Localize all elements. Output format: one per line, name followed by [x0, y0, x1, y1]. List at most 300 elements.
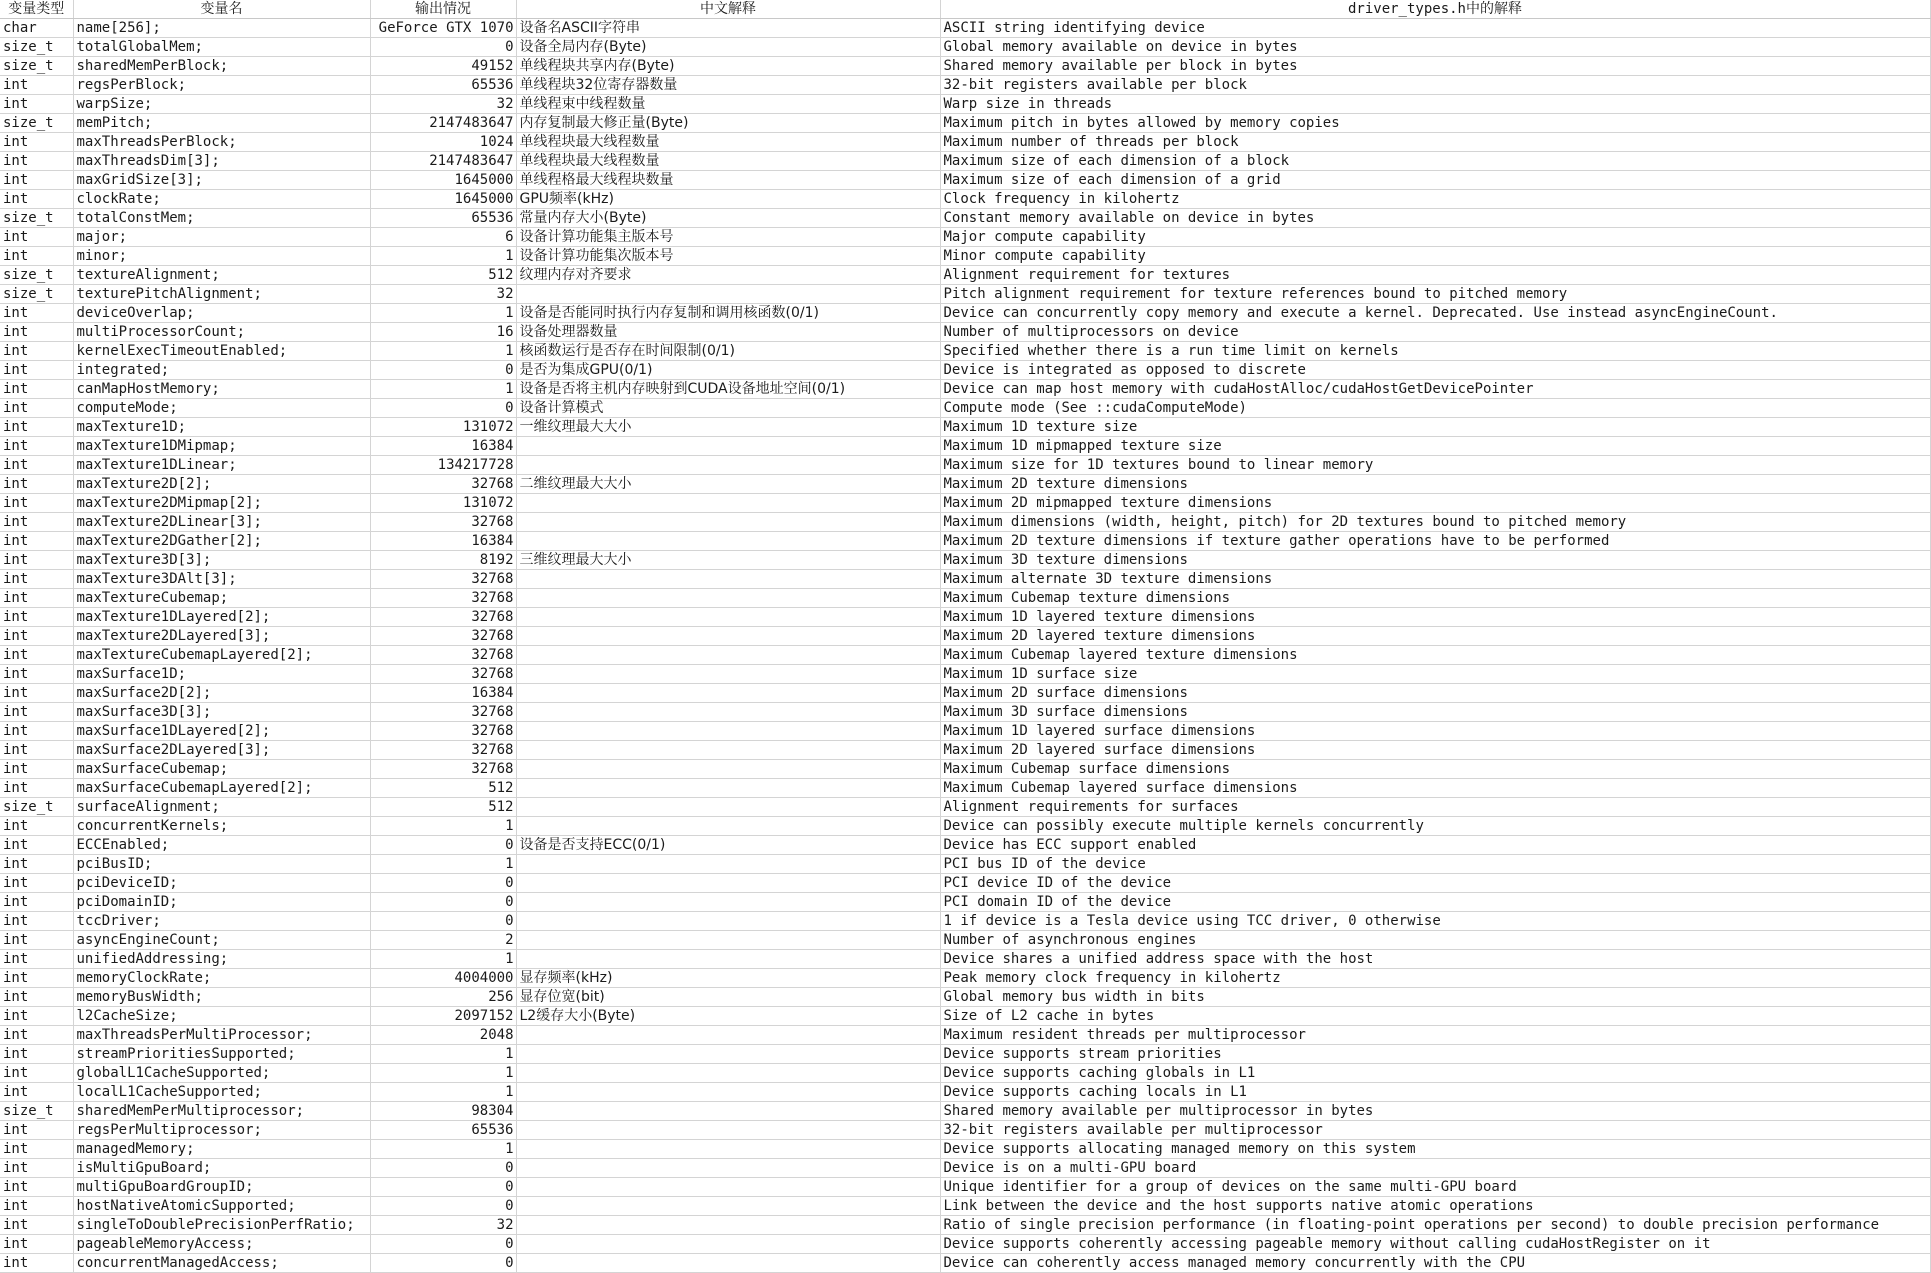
- cell-chinese[interactable]: [516, 513, 940, 532]
- cell-driver[interactable]: Clock frequency in kilohertz: [940, 190, 1930, 209]
- cell-output[interactable]: 32768: [370, 513, 516, 532]
- cell-name[interactable]: maxThreadsPerMultiProcessor;: [73, 1026, 370, 1045]
- cell-name[interactable]: maxTexture2DLinear[3];: [73, 513, 370, 532]
- cell-driver[interactable]: Maximum 2D texture dimensions: [940, 475, 1930, 494]
- cell-type[interactable]: int: [0, 1007, 73, 1026]
- cell-chinese[interactable]: 单线程格最大线程块数量: [516, 171, 940, 190]
- cell-name[interactable]: managedMemory;: [73, 1140, 370, 1159]
- cell-type[interactable]: int: [0, 456, 73, 475]
- cell-chinese[interactable]: 是否为集成GPU(0/1): [516, 361, 940, 380]
- cell-name[interactable]: maxTexture1DLinear;: [73, 456, 370, 475]
- cell-type[interactable]: char: [0, 19, 73, 38]
- cell-driver[interactable]: Maximum pitch in bytes allowed by memory copies: [940, 114, 1930, 133]
- cell-chinese[interactable]: [516, 1254, 940, 1273]
- cell-driver[interactable]: PCI domain ID of the device: [940, 893, 1930, 912]
- cell-type[interactable]: int: [0, 361, 73, 380]
- cell-output[interactable]: 32768: [370, 722, 516, 741]
- cell-driver[interactable]: Device is integrated as opposed to discrete: [940, 361, 1930, 380]
- cell-type[interactable]: int: [0, 1140, 73, 1159]
- cell-name[interactable]: maxTexture1DLayered[2];: [73, 608, 370, 627]
- cell-driver[interactable]: Device supports allocating managed memory on this system: [940, 1140, 1930, 1159]
- cell-output[interactable]: 6: [370, 228, 516, 247]
- cell-output[interactable]: 131072: [370, 494, 516, 513]
- cell-output[interactable]: 512: [370, 266, 516, 285]
- cell-driver[interactable]: Maximum 2D layered surface dimensions: [940, 741, 1930, 760]
- cell-chinese[interactable]: 显存位宽(bit): [516, 988, 940, 1007]
- cell-chinese[interactable]: 单线程块最大线程数量: [516, 152, 940, 171]
- cell-output[interactable]: 32768: [370, 665, 516, 684]
- cell-chinese[interactable]: 三维纹理最大大小: [516, 551, 940, 570]
- cell-type[interactable]: int: [0, 475, 73, 494]
- cell-chinese[interactable]: [516, 1216, 940, 1235]
- cell-type[interactable]: int: [0, 950, 73, 969]
- cell-chinese[interactable]: [516, 532, 940, 551]
- cell-output[interactable]: 16384: [370, 684, 516, 703]
- cell-chinese[interactable]: 设备名ASCII字符串: [516, 19, 940, 38]
- cell-driver[interactable]: Maximum size of each dimension of a grid: [940, 171, 1930, 190]
- cell-driver[interactable]: ASCII string identifying device: [940, 19, 1930, 38]
- cell-name[interactable]: maxTexture1DMipmap;: [73, 437, 370, 456]
- cell-chinese[interactable]: [516, 874, 940, 893]
- cell-name[interactable]: computeMode;: [73, 399, 370, 418]
- cell-chinese[interactable]: 设备计算模式: [516, 399, 940, 418]
- cell-name[interactable]: surfaceAlignment;: [73, 798, 370, 817]
- cell-chinese[interactable]: 单线程块最大线程数量: [516, 133, 940, 152]
- cell-driver[interactable]: Maximum Cubemap layered surface dimensions: [940, 779, 1930, 798]
- cell-type[interactable]: int: [0, 1235, 73, 1254]
- cell-output[interactable]: 49152: [370, 57, 516, 76]
- cell-type[interactable]: int: [0, 608, 73, 627]
- cell-name[interactable]: textureAlignment;: [73, 266, 370, 285]
- cell-driver[interactable]: Number of multiprocessors on device: [940, 323, 1930, 342]
- cell-type[interactable]: size_t: [0, 1102, 73, 1121]
- cell-chinese[interactable]: [516, 285, 940, 304]
- cell-output[interactable]: 8192: [370, 551, 516, 570]
- cell-driver[interactable]: Pitch alignment requirement for texture references bound to pitched memory: [940, 285, 1930, 304]
- cell-name[interactable]: major;: [73, 228, 370, 247]
- cell-output[interactable]: 32768: [370, 570, 516, 589]
- cell-name[interactable]: maxSurfaceCubemap;: [73, 760, 370, 779]
- cell-driver[interactable]: Link between the device and the host supports native atomic operations: [940, 1197, 1930, 1216]
- cell-name[interactable]: memoryClockRate;: [73, 969, 370, 988]
- cell-name[interactable]: maxTexture3D[3];: [73, 551, 370, 570]
- cell-chinese[interactable]: 单线程块共享内存(Byte): [516, 57, 940, 76]
- cell-type[interactable]: int: [0, 513, 73, 532]
- cell-driver[interactable]: Device shares a unified address space with the host: [940, 950, 1930, 969]
- cell-name[interactable]: concurrentKernels;: [73, 817, 370, 836]
- cell-name[interactable]: tccDriver;: [73, 912, 370, 931]
- cell-output[interactable]: 32768: [370, 703, 516, 722]
- cell-name[interactable]: unifiedAddressing;: [73, 950, 370, 969]
- cell-chinese[interactable]: [516, 589, 940, 608]
- cell-type[interactable]: int: [0, 969, 73, 988]
- cell-driver[interactable]: Maximum number of threads per block: [940, 133, 1930, 152]
- cell-output[interactable]: 0: [370, 1178, 516, 1197]
- header-driver[interactable]: driver_types.h中的解释: [940, 0, 1930, 19]
- cell-output[interactable]: 32768: [370, 627, 516, 646]
- cell-chinese[interactable]: 设备全局内存(Byte): [516, 38, 940, 57]
- cell-output[interactable]: 2147483647: [370, 152, 516, 171]
- cell-type[interactable]: int: [0, 817, 73, 836]
- cell-output[interactable]: 0: [370, 836, 516, 855]
- cell-type[interactable]: int: [0, 1178, 73, 1197]
- cell-type[interactable]: int: [0, 912, 73, 931]
- cell-name[interactable]: maxTextureCubemap;: [73, 589, 370, 608]
- cell-type[interactable]: size_t: [0, 57, 73, 76]
- cell-name[interactable]: maxTexture3DAlt[3];: [73, 570, 370, 589]
- cell-type[interactable]: int: [0, 874, 73, 893]
- cell-driver[interactable]: Maximum 3D surface dimensions: [940, 703, 1930, 722]
- cell-name[interactable]: pciDeviceID;: [73, 874, 370, 893]
- cell-output[interactable]: 1: [370, 304, 516, 323]
- cell-type[interactable]: int: [0, 855, 73, 874]
- cell-name[interactable]: integrated;: [73, 361, 370, 380]
- cell-output[interactable]: 0: [370, 1159, 516, 1178]
- cell-driver[interactable]: Maximum Cubemap texture dimensions: [940, 589, 1930, 608]
- cell-name[interactable]: kernelExecTimeoutEnabled;: [73, 342, 370, 361]
- cell-chinese[interactable]: 设备处理器数量: [516, 323, 940, 342]
- cell-type[interactable]: int: [0, 836, 73, 855]
- cell-output[interactable]: 0: [370, 912, 516, 931]
- cell-driver[interactable]: 32-bit registers available per multiprocessor: [940, 1121, 1930, 1140]
- cell-driver[interactable]: Maximum size for 1D textures bound to linear memory: [940, 456, 1930, 475]
- cell-chinese[interactable]: [516, 703, 940, 722]
- cell-driver[interactable]: Device has ECC support enabled: [940, 836, 1930, 855]
- cell-output[interactable]: 0: [370, 1197, 516, 1216]
- cell-type[interactable]: int: [0, 551, 73, 570]
- cell-name[interactable]: l2CacheSize;: [73, 1007, 370, 1026]
- cell-chinese[interactable]: 内存复制最大修正量(Byte): [516, 114, 940, 133]
- cell-name[interactable]: name[256];: [73, 19, 370, 38]
- cell-driver[interactable]: Device supports caching globals in L1: [940, 1064, 1930, 1083]
- cell-type[interactable]: int: [0, 1083, 73, 1102]
- cell-output[interactable]: 98304: [370, 1102, 516, 1121]
- cell-type[interactable]: int: [0, 1159, 73, 1178]
- cell-driver[interactable]: 32-bit registers available per block: [940, 76, 1930, 95]
- cell-driver[interactable]: Device supports caching locals in L1: [940, 1083, 1930, 1102]
- cell-chinese[interactable]: [516, 437, 940, 456]
- cell-type[interactable]: int: [0, 722, 73, 741]
- cell-output[interactable]: 0: [370, 361, 516, 380]
- cell-chinese[interactable]: [516, 1083, 940, 1102]
- cell-output[interactable]: 32: [370, 1216, 516, 1235]
- cell-driver[interactable]: Global memory bus width in bits: [940, 988, 1930, 1007]
- cell-chinese[interactable]: 设备是否能同时执行内存复制和调用核函数(0/1): [516, 304, 940, 323]
- cell-chinese[interactable]: [516, 931, 940, 950]
- cell-driver[interactable]: Maximum 2D mipmapped texture dimensions: [940, 494, 1930, 513]
- cell-type[interactable]: size_t: [0, 266, 73, 285]
- cell-output[interactable]: 1645000: [370, 171, 516, 190]
- cell-driver[interactable]: Specified whether there is a run time limit on kernels: [940, 342, 1930, 361]
- cell-output[interactable]: 0: [370, 874, 516, 893]
- cell-chinese[interactable]: [516, 1178, 940, 1197]
- cell-chinese[interactable]: [516, 893, 940, 912]
- cell-output[interactable]: 16: [370, 323, 516, 342]
- cell-name[interactable]: totalConstMem;: [73, 209, 370, 228]
- header-output[interactable]: 输出情况: [370, 0, 516, 19]
- cell-name[interactable]: isMultiGpuBoard;: [73, 1159, 370, 1178]
- cell-output[interactable]: 32768: [370, 646, 516, 665]
- cell-chinese[interactable]: [516, 665, 940, 684]
- cell-driver[interactable]: Unique identifier for a group of devices on the same multi-GPU board: [940, 1178, 1930, 1197]
- cell-output[interactable]: 131072: [370, 418, 516, 437]
- cell-driver[interactable]: PCI device ID of the device: [940, 874, 1930, 893]
- cell-name[interactable]: sharedMemPerMultiprocessor;: [73, 1102, 370, 1121]
- cell-type[interactable]: int: [0, 1197, 73, 1216]
- cell-chinese[interactable]: [516, 684, 940, 703]
- cell-name[interactable]: maxThreadsDim[3];: [73, 152, 370, 171]
- cell-driver[interactable]: Maximum 2D texture dimensions if texture gather operations have to be performed: [940, 532, 1930, 551]
- cell-output[interactable]: 32768: [370, 760, 516, 779]
- cell-chinese[interactable]: 设备计算功能集主版本号: [516, 228, 940, 247]
- cell-chinese[interactable]: [516, 608, 940, 627]
- cell-chinese[interactable]: [516, 494, 940, 513]
- cell-chinese[interactable]: [516, 1235, 940, 1254]
- cell-driver[interactable]: Maximum Cubemap layered texture dimensions: [940, 646, 1930, 665]
- cell-output[interactable]: 1: [370, 380, 516, 399]
- cell-type[interactable]: size_t: [0, 114, 73, 133]
- cell-chinese[interactable]: [516, 1197, 940, 1216]
- cell-type[interactable]: int: [0, 646, 73, 665]
- cell-type[interactable]: int: [0, 570, 73, 589]
- cell-name[interactable]: singleToDoublePrecisionPerfRatio;: [73, 1216, 370, 1235]
- cell-chinese[interactable]: 显存频率(kHz): [516, 969, 940, 988]
- cell-driver[interactable]: Maximum 1D texture size: [940, 418, 1930, 437]
- cell-output[interactable]: 32768: [370, 475, 516, 494]
- cell-type[interactable]: int: [0, 1064, 73, 1083]
- cell-type[interactable]: int: [0, 95, 73, 114]
- cell-name[interactable]: maxSurfaceCubemapLayered[2];: [73, 779, 370, 798]
- cell-type[interactable]: int: [0, 76, 73, 95]
- cell-name[interactable]: globalL1CacheSupported;: [73, 1064, 370, 1083]
- cell-output[interactable]: 1645000: [370, 190, 516, 209]
- cell-type[interactable]: int: [0, 494, 73, 513]
- cell-type[interactable]: int: [0, 1045, 73, 1064]
- header-name[interactable]: 变量名: [73, 0, 370, 19]
- cell-driver[interactable]: Maximum 2D surface dimensions: [940, 684, 1930, 703]
- cell-driver[interactable]: Minor compute capability: [940, 247, 1930, 266]
- cell-name[interactable]: memoryBusWidth;: [73, 988, 370, 1007]
- cell-chinese[interactable]: GPU频率(kHz): [516, 190, 940, 209]
- cell-driver[interactable]: Maximum dimensions (width, height, pitch) for 2D textures bound to pitched memory: [940, 513, 1930, 532]
- cell-chinese[interactable]: [516, 1064, 940, 1083]
- cell-output[interactable]: GeForce GTX 1070: [370, 19, 516, 38]
- cell-type[interactable]: int: [0, 893, 73, 912]
- cell-output[interactable]: 1: [370, 1045, 516, 1064]
- cell-chinese[interactable]: 纹理内存对齐要求: [516, 266, 940, 285]
- cell-output[interactable]: 16384: [370, 437, 516, 456]
- cell-type[interactable]: int: [0, 323, 73, 342]
- header-type[interactable]: 变量类型: [0, 0, 73, 19]
- cell-output[interactable]: 32768: [370, 608, 516, 627]
- cell-output[interactable]: 0: [370, 399, 516, 418]
- cell-name[interactable]: deviceOverlap;: [73, 304, 370, 323]
- cell-driver[interactable]: Maximum alternate 3D texture dimensions: [940, 570, 1930, 589]
- cell-output[interactable]: 65536: [370, 76, 516, 95]
- cell-name[interactable]: pciBusID;: [73, 855, 370, 874]
- cell-output[interactable]: 1: [370, 1064, 516, 1083]
- cell-type[interactable]: int: [0, 304, 73, 323]
- cell-driver[interactable]: Device can coherently access managed memory concurrently with the CPU: [940, 1254, 1930, 1273]
- cell-driver[interactable]: Maximum Cubemap surface dimensions: [940, 760, 1930, 779]
- cell-type[interactable]: int: [0, 779, 73, 798]
- cell-type[interactable]: size_t: [0, 798, 73, 817]
- cell-output[interactable]: 16384: [370, 532, 516, 551]
- cell-name[interactable]: memPitch;: [73, 114, 370, 133]
- cell-chinese[interactable]: [516, 722, 940, 741]
- cell-driver[interactable]: Alignment requirement for textures: [940, 266, 1930, 285]
- cell-chinese[interactable]: 单线程块32位寄存器数量: [516, 76, 940, 95]
- cell-driver[interactable]: Maximum size of each dimension of a block: [940, 152, 1930, 171]
- cell-chinese[interactable]: 设备计算功能集次版本号: [516, 247, 940, 266]
- cell-type[interactable]: int: [0, 665, 73, 684]
- cell-driver[interactable]: Maximum 3D texture dimensions: [940, 551, 1930, 570]
- cell-output[interactable]: 256: [370, 988, 516, 1007]
- cell-driver[interactable]: Device supports stream priorities: [940, 1045, 1930, 1064]
- cell-name[interactable]: clockRate;: [73, 190, 370, 209]
- cell-name[interactable]: totalGlobalMem;: [73, 38, 370, 57]
- cell-name[interactable]: texturePitchAlignment;: [73, 285, 370, 304]
- cell-driver[interactable]: Maximum 1D mipmapped texture size: [940, 437, 1930, 456]
- cell-type[interactable]: int: [0, 741, 73, 760]
- cell-output[interactable]: 512: [370, 798, 516, 817]
- cell-driver[interactable]: Number of asynchronous engines: [940, 931, 1930, 950]
- cell-name[interactable]: maxSurface1D;: [73, 665, 370, 684]
- cell-chinese[interactable]: [516, 1140, 940, 1159]
- cell-output[interactable]: 32: [370, 285, 516, 304]
- cell-type[interactable]: int: [0, 532, 73, 551]
- cell-driver[interactable]: Constant memory available on device in bytes: [940, 209, 1930, 228]
- cell-output[interactable]: 2: [370, 931, 516, 950]
- cell-name[interactable]: asyncEngineCount;: [73, 931, 370, 950]
- cell-output[interactable]: 512: [370, 779, 516, 798]
- cell-chinese[interactable]: [516, 779, 940, 798]
- cell-name[interactable]: maxSurface3D[3];: [73, 703, 370, 722]
- cell-driver[interactable]: Device can possibly execute multiple kernels concurrently: [940, 817, 1930, 836]
- cell-chinese[interactable]: [516, 798, 940, 817]
- cell-name[interactable]: maxThreadsPerBlock;: [73, 133, 370, 152]
- cell-name[interactable]: maxTexture1D;: [73, 418, 370, 437]
- cell-output[interactable]: 4004000: [370, 969, 516, 988]
- cell-driver[interactable]: Compute mode (See ::cudaComputeMode): [940, 399, 1930, 418]
- cell-output[interactable]: 0: [370, 1235, 516, 1254]
- cell-chinese[interactable]: [516, 1121, 940, 1140]
- cell-driver[interactable]: Ratio of single precision performance (in floating-point operations per second) to double precision performance: [940, 1216, 1930, 1235]
- cell-driver[interactable]: 1 if device is a Tesla device using TCC driver, 0 otherwise: [940, 912, 1930, 931]
- cell-chinese[interactable]: [516, 817, 940, 836]
- cell-output[interactable]: 65536: [370, 1121, 516, 1140]
- cell-output[interactable]: 32768: [370, 741, 516, 760]
- cell-type[interactable]: size_t: [0, 38, 73, 57]
- cell-chinese[interactable]: [516, 627, 940, 646]
- cell-type[interactable]: int: [0, 171, 73, 190]
- cell-name[interactable]: regsPerMultiprocessor;: [73, 1121, 370, 1140]
- cell-chinese[interactable]: [516, 760, 940, 779]
- cell-output[interactable]: 1: [370, 1083, 516, 1102]
- cell-chinese[interactable]: 核函数运行是否存在时间限制(0/1): [516, 342, 940, 361]
- cell-name[interactable]: maxSurface1DLayered[2];: [73, 722, 370, 741]
- cell-output[interactable]: 65536: [370, 209, 516, 228]
- cell-chinese[interactable]: 一维纹理最大大小: [516, 418, 940, 437]
- cell-driver[interactable]: Device is on a multi-GPU board: [940, 1159, 1930, 1178]
- cell-output[interactable]: 0: [370, 38, 516, 57]
- cell-chinese[interactable]: [516, 855, 940, 874]
- cell-driver[interactable]: Maximum 1D layered texture dimensions: [940, 608, 1930, 627]
- cell-output[interactable]: 1: [370, 342, 516, 361]
- cell-output[interactable]: 2097152: [370, 1007, 516, 1026]
- cell-type[interactable]: int: [0, 760, 73, 779]
- cell-name[interactable]: maxSurface2DLayered[3];: [73, 741, 370, 760]
- cell-name[interactable]: maxGridSize[3];: [73, 171, 370, 190]
- cell-chinese[interactable]: [516, 1159, 940, 1178]
- cell-driver[interactable]: Device can map host memory with cudaHostAlloc/cudaHostGetDevicePointer: [940, 380, 1930, 399]
- cell-type[interactable]: int: [0, 1121, 73, 1140]
- cell-name[interactable]: pageableMemoryAccess;: [73, 1235, 370, 1254]
- cell-chinese[interactable]: [516, 1102, 940, 1121]
- cell-name[interactable]: maxTextureCubemapLayered[2];: [73, 646, 370, 665]
- cell-chinese[interactable]: [516, 741, 940, 760]
- cell-name[interactable]: maxTexture2DLayered[3];: [73, 627, 370, 646]
- cell-type[interactable]: int: [0, 228, 73, 247]
- cell-chinese[interactable]: [516, 570, 940, 589]
- cell-chinese[interactable]: [516, 950, 940, 969]
- cell-driver[interactable]: Peak memory clock frequency in kilohertz: [940, 969, 1930, 988]
- cell-name[interactable]: minor;: [73, 247, 370, 266]
- cell-driver[interactable]: Size of L2 cache in bytes: [940, 1007, 1930, 1026]
- cell-driver[interactable]: Major compute capability: [940, 228, 1930, 247]
- cell-type[interactable]: int: [0, 247, 73, 266]
- cell-driver[interactable]: Maximum 1D surface size: [940, 665, 1930, 684]
- cell-chinese[interactable]: L2缓存大小(Byte): [516, 1007, 940, 1026]
- cell-chinese[interactable]: [516, 912, 940, 931]
- cell-output[interactable]: 32768: [370, 589, 516, 608]
- cell-type[interactable]: int: [0, 684, 73, 703]
- cell-driver[interactable]: Alignment requirements for surfaces: [940, 798, 1930, 817]
- cell-driver[interactable]: Warp size in threads: [940, 95, 1930, 114]
- cell-driver[interactable]: Maximum 2D layered texture dimensions: [940, 627, 1930, 646]
- cell-driver[interactable]: Device supports coherently accessing pageable memory without calling cudaHostRegister on it: [940, 1235, 1930, 1254]
- cell-output[interactable]: 1: [370, 247, 516, 266]
- cell-name[interactable]: hostNativeAtomicSupported;: [73, 1197, 370, 1216]
- cell-name[interactable]: streamPrioritiesSupported;: [73, 1045, 370, 1064]
- cell-chinese[interactable]: 单线程束中线程数量: [516, 95, 940, 114]
- cell-output[interactable]: 32: [370, 95, 516, 114]
- cell-output[interactable]: 1: [370, 855, 516, 874]
- cell-driver[interactable]: Shared memory available per block in bytes: [940, 57, 1930, 76]
- cell-name[interactable]: maxTexture2DMipmap[2];: [73, 494, 370, 513]
- cell-type[interactable]: int: [0, 1254, 73, 1273]
- cell-type[interactable]: int: [0, 152, 73, 171]
- cell-driver[interactable]: PCI bus ID of the device: [940, 855, 1930, 874]
- cell-chinese[interactable]: [516, 1045, 940, 1064]
- cell-type[interactable]: int: [0, 437, 73, 456]
- cell-name[interactable]: multiProcessorCount;: [73, 323, 370, 342]
- cell-type[interactable]: int: [0, 418, 73, 437]
- cell-chinese[interactable]: 常量内存大小(Byte): [516, 209, 940, 228]
- cell-output[interactable]: 2147483647: [370, 114, 516, 133]
- cell-type[interactable]: size_t: [0, 285, 73, 304]
- cell-driver[interactable]: Shared memory available per multiprocessor in bytes: [940, 1102, 1930, 1121]
- cell-output[interactable]: 1: [370, 950, 516, 969]
- cell-name[interactable]: maxTexture2D[2];: [73, 475, 370, 494]
- cell-type[interactable]: int: [0, 703, 73, 722]
- cell-type[interactable]: int: [0, 931, 73, 950]
- header-chinese[interactable]: 中文解释: [516, 0, 940, 19]
- cell-output[interactable]: 1: [370, 817, 516, 836]
- cell-name[interactable]: maxTexture2DGather[2];: [73, 532, 370, 551]
- cell-output[interactable]: 0: [370, 893, 516, 912]
- cell-driver[interactable]: Global memory available on device in bytes: [940, 38, 1930, 57]
